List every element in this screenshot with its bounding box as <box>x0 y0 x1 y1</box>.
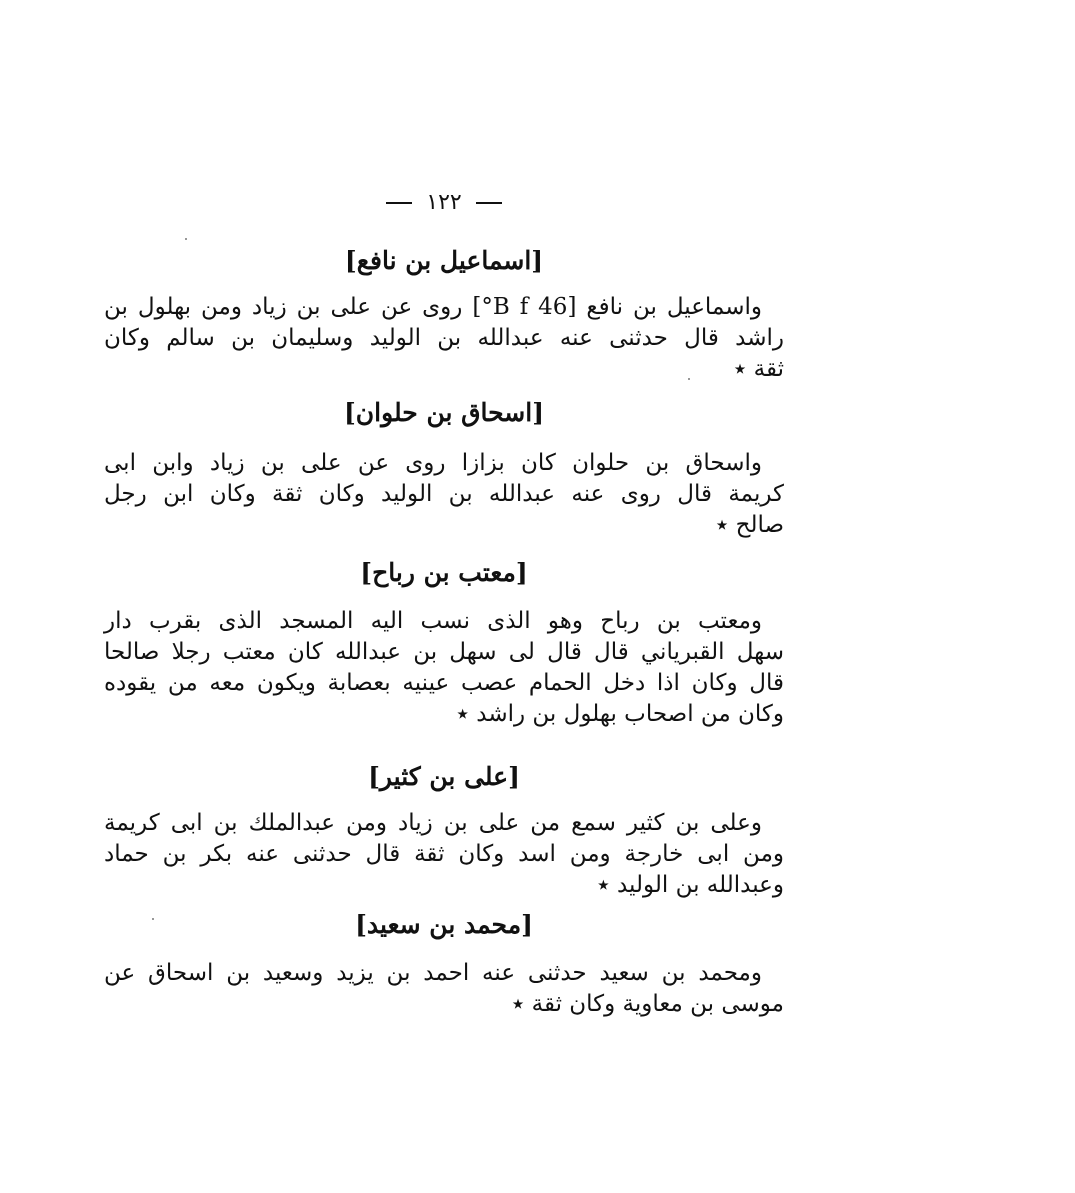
page-number-dash-right <box>476 202 502 204</box>
entry-line: واسحاق بن حلوان كان بزازا روى عن على بن زياد وابن ابى <box>104 450 762 476</box>
entry-heading: [محمد بن سعيد] <box>355 910 533 939</box>
page-number <box>0 190 888 215</box>
entry-paragraph <box>104 606 784 730</box>
entry-heading: [معتب بن رباح] <box>360 558 528 587</box>
entry-line: قال وكان اذا دخل الحمام عصب عينيه بعصابة ويكون معه من يقوده <box>104 670 784 696</box>
entry-heading: [على بن كثير] <box>368 762 520 791</box>
entry-line: ومن ابى خارجة ومن اسد وكان ثقة قال حدثنى عنه بكر بن حماد <box>104 841 784 867</box>
entry-line: ثقة ٭ <box>733 356 784 382</box>
entry-paragraph <box>104 808 784 901</box>
entry-line: ومعتب بن رباح وهو الذى نسب اليه المسجد الذى بقرب دار <box>104 608 762 634</box>
entry-line: موسى بن معاوية وكان ثقة ٭ <box>511 991 784 1017</box>
entry-line: راشد قال حدثنى عنه عبدالله بن الوليد وسليمان بن سالم وكان <box>104 325 784 351</box>
scan-speck <box>185 238 187 240</box>
entry-paragraph <box>104 958 784 1020</box>
entry-paragraph <box>104 292 784 385</box>
entry-line: وعبدالله بن الوليد ٭ <box>597 872 784 898</box>
entry-line: وكان من اصحاب بهلول بن راشد ٭ <box>456 701 784 727</box>
page-number-text: ١٢٢ <box>426 190 462 215</box>
entry-paragraph <box>104 448 784 541</box>
entry-line: سهل القبرياني قال قال لى سهل بن عبدالله كان معتب رجلا صالحا <box>104 639 784 665</box>
scan-speck <box>688 378 690 380</box>
entry-heading: [اسحاق بن حلوان] <box>343 398 545 427</box>
entry-line: صالح ٭ <box>715 512 784 538</box>
entry-line: وعلى بن كثير سمع من على بن زياد ومن عبدالملك بن ابى كريمة <box>104 810 762 836</box>
page-number-dash-left <box>386 202 412 204</box>
entry-heading: [اسماعيل بن نافع] <box>344 246 544 275</box>
scan-speck <box>152 918 154 920</box>
entry-line: ومحمد بن سعيد حدثنى عنه احمد بن يزيد وسعيد بن اسحاق عن <box>104 960 762 986</box>
entry-line: واسماعيل بن نافع [46 B f°] روى عن على بن زياد ومن بهلول بن <box>104 294 763 320</box>
entry-line: كريمة قال روى عنه عبدالله بن الوليد وكان ثقة وكان ابن رجل <box>104 481 784 507</box>
